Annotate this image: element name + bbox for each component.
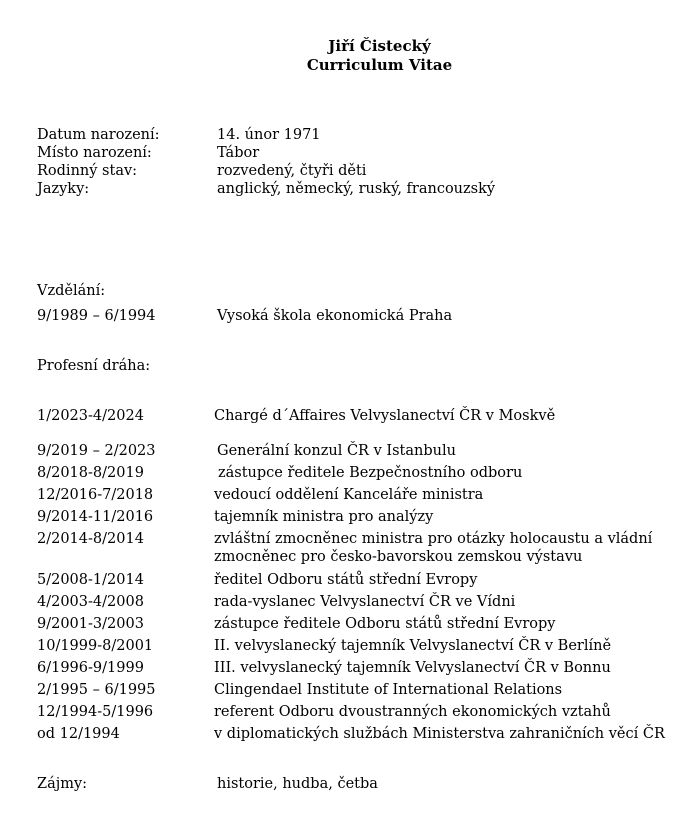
period: 6/1996-9/1999	[37, 660, 144, 676]
career-item	[0, 407, 694, 425]
institution: Vysoká škola ekonomická Praha	[217, 308, 453, 324]
field-value: 14. únor 1971	[217, 127, 321, 143]
period: od 12/1994	[37, 726, 120, 742]
position: rada-vyslanec Velvyslanectví ČR ve Vídni	[214, 594, 516, 610]
position: zástupce ředitele Bezpečnostního odboru	[218, 465, 523, 481]
field-label: Rodinný stav:	[37, 163, 138, 179]
position: Generální konzul ČR v Istanbulu	[217, 443, 456, 459]
career-item	[0, 725, 694, 743]
period: 12/2016-7/2018	[37, 487, 154, 503]
career-item	[0, 442, 694, 460]
position: v diplomatických službách Ministerstva zahraničních věcí ČR	[214, 726, 665, 742]
career-item	[0, 659, 694, 677]
personal-row-languages	[0, 180, 694, 198]
career-item	[0, 508, 694, 526]
position: ředitel Odboru států střední Evropy	[214, 572, 478, 588]
career-item	[0, 637, 694, 655]
interests-value: historie, hudba, četba	[217, 776, 378, 792]
personal-row-marital-status	[0, 162, 694, 180]
position: referent Odboru dvoustranných ekonomických vztahů	[214, 704, 611, 720]
position: III. velvyslanecký tajemník Velvyslanectví ČR v Bonnu	[214, 660, 611, 676]
document-subtitle: Curriculum Vitae	[306, 56, 453, 74]
period: 2/1995 – 6/1995	[37, 682, 156, 698]
career-heading: Profesní dráha:	[37, 358, 151, 374]
position: Clingendael Institute of International Relations	[214, 682, 563, 698]
period: 8/2018-8/2019	[37, 465, 144, 481]
period: 10/1999-8/2001	[37, 638, 154, 654]
position: II. velvyslanecký tajemník Velvyslanectví ČR v Berlíně	[214, 638, 612, 654]
position: zástupce ředitele Odboru států střední Evropy	[214, 616, 556, 632]
position: Chargé d´Affaires Velvyslanectví ČR v Moskvě	[214, 408, 556, 424]
career-item	[0, 681, 694, 699]
field-value: rozvedený, čtyři děti	[217, 163, 367, 179]
period: 9/2014-11/2016	[37, 509, 154, 525]
field-label: Místo narození:	[37, 145, 152, 161]
position: zvláštní zmocněnec ministra pro otázky holocaustu a vládní	[214, 531, 653, 547]
field-value: anglický, německý, ruský, francouzský	[217, 181, 496, 197]
education-heading: Vzdělání:	[37, 283, 106, 299]
career-item	[0, 530, 694, 548]
career-item	[0, 703, 694, 721]
interests-section	[0, 775, 694, 793]
period: 12/1994-5/1996	[37, 704, 154, 720]
education-item	[0, 307, 694, 325]
position-continued: zmocněnec pro česko-bavorskou zemskou výstavu	[214, 549, 583, 565]
period: 9/2001-3/2003	[37, 616, 144, 632]
career-item	[0, 571, 694, 589]
interests-label: Zájmy:	[37, 776, 88, 792]
period: 9/1989 – 6/1994	[37, 308, 156, 324]
field-label: Jazyky:	[37, 181, 90, 197]
period: 9/2019 – 2/2023	[37, 443, 156, 459]
period: 5/2008-1/2014	[37, 572, 144, 588]
document-title	[0, 37, 694, 75]
career-item	[0, 464, 694, 482]
personal-row-birthdate	[0, 126, 694, 144]
position: vedoucí oddělení Kanceláře ministra	[214, 487, 484, 503]
position: tajemník ministra pro analýzy	[214, 509, 434, 525]
career-item-continuation	[0, 548, 694, 566]
career-item	[0, 593, 694, 611]
person-name: Jiří Čistecký	[328, 37, 431, 55]
period: 2/2014-8/2014	[37, 531, 144, 547]
personal-row-birthplace	[0, 144, 694, 162]
field-label: Datum narození:	[37, 127, 160, 143]
career-item	[0, 486, 694, 504]
period: 4/2003-4/2008	[37, 594, 144, 610]
career-item	[0, 615, 694, 633]
field-value: Tábor	[217, 145, 260, 161]
period: 1/2023-4/2024	[37, 408, 144, 424]
